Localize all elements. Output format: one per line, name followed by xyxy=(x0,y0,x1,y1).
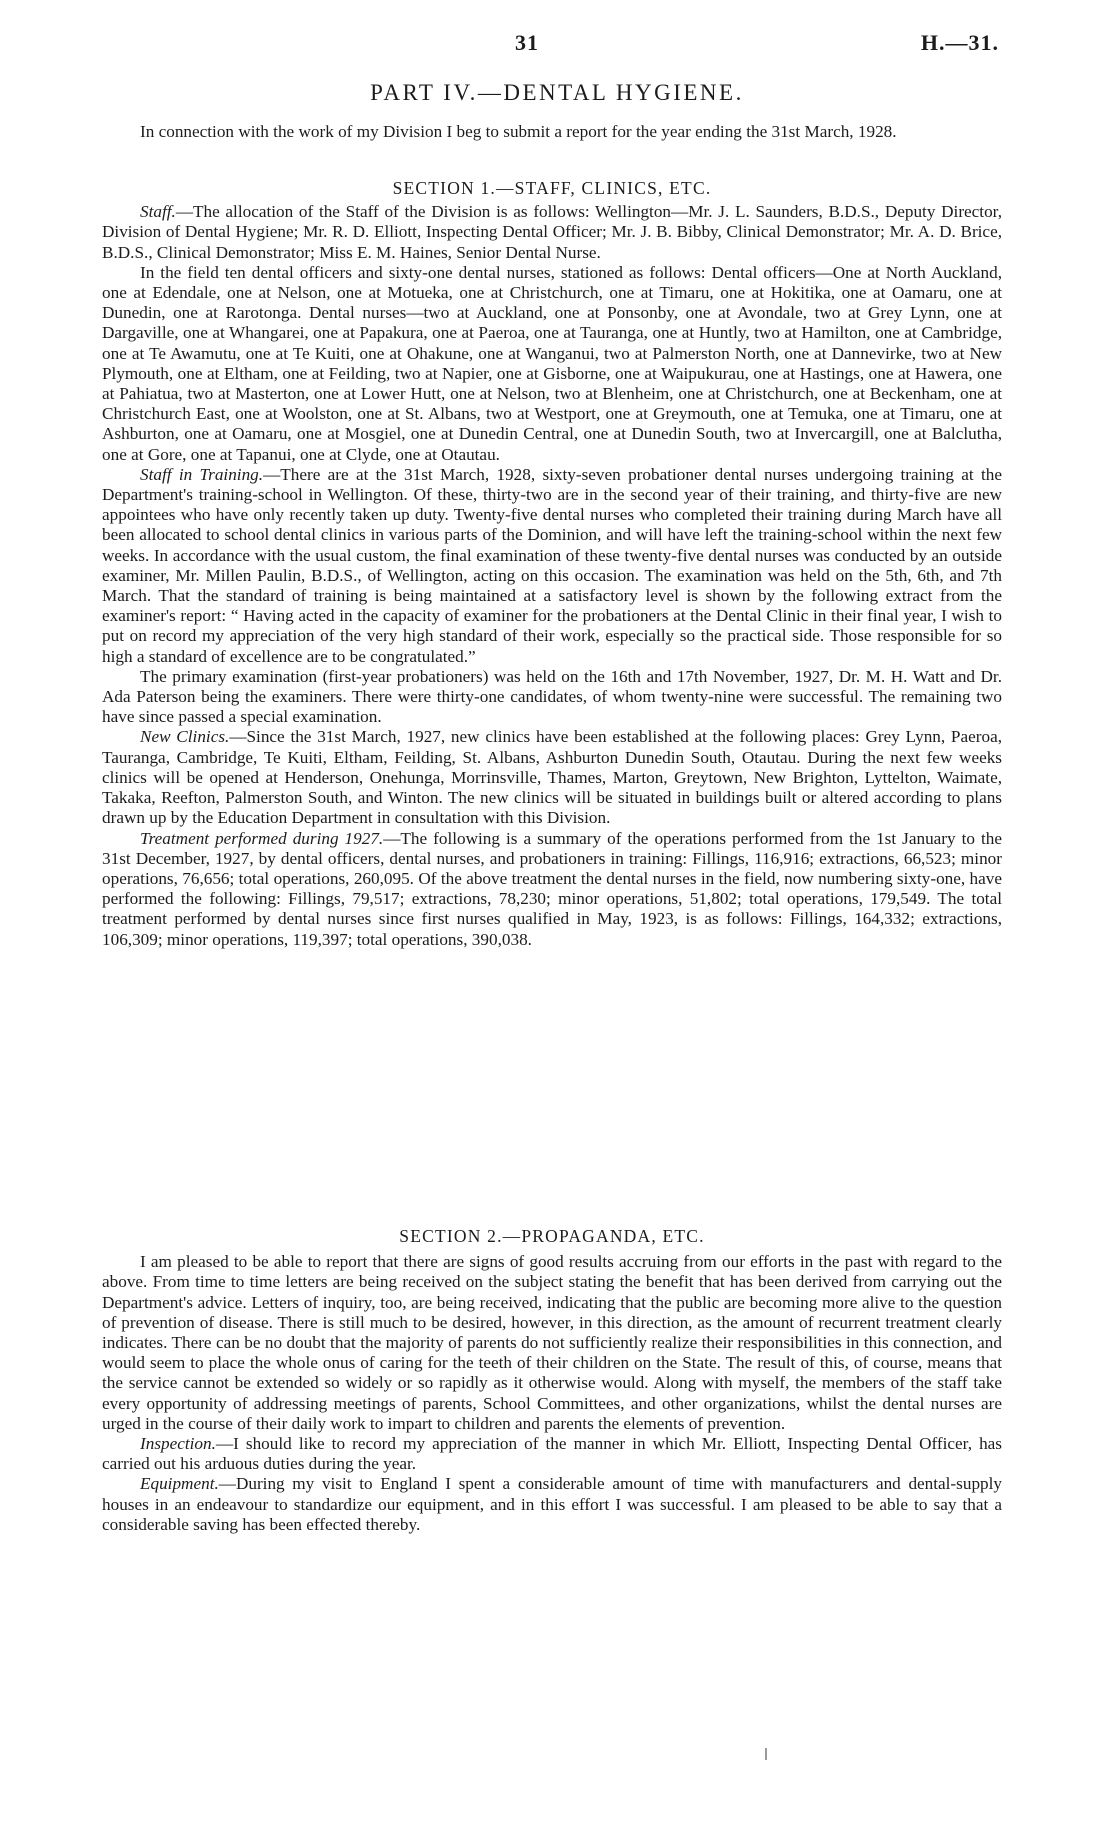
clinics-text: —Since the 31st March, 1927, new clinics have been established at the following places: Grey Lynn, Paeroa, Tauranga, Cambridge, Te Kuiti, Eltham, Feilding, St. Albans, Ashburton Dunedin South, Otautau. During the next few weeks clinics will be opened at Henderson, Onehunga, Morrinsville, Thames, Marton, Greytown, New Brighton, Lyttelton, Waimate, Takaka, Reefton, Palmerston South, and Winton. The new clinics will be situated in buildings built or altered according to plans drawn up by the Education Department in consultation with this Division. xyxy=(102,727,1002,828)
new-clinics-paragraph xyxy=(102,727,1002,828)
intro-paragraph: In connection with the work of my Division I beg to submit a report for the year ending the 31st March, 1928. xyxy=(140,122,897,141)
intro-block xyxy=(102,122,1002,142)
scan-mark xyxy=(765,1748,767,1760)
equipment-paragraph xyxy=(102,1474,1002,1535)
page-header xyxy=(0,30,1114,60)
page-number: 31 xyxy=(515,30,539,55)
section-1-title: SECTION 1.—STAFF, CLINICS, ETC. xyxy=(392,178,712,198)
section-2 xyxy=(102,1226,1002,1535)
training-lead: Staff in Training. xyxy=(140,464,264,484)
training-paragraph xyxy=(102,465,1002,667)
staff-paragraph xyxy=(102,202,1002,263)
equipment-text: —During my visit to England I spent a considerable amount of time with manufacturers and dental-supply houses in an endeavour to standardize our equipment, and in this effort I was successful. I am pleased to be able to say that a considerable saving has been effected thereby. xyxy=(102,1474,1002,1534)
clinics-lead: New Clinics. xyxy=(140,727,230,747)
document-code: H.—31. xyxy=(920,30,999,55)
section-2-title: SECTION 2.—PROPAGANDA, ETC. xyxy=(399,1226,705,1246)
staff-text: —The allocation of the Staff of the Division is as follows: Wellington—Mr. J. L. Saunders, B.D.S., Deputy Director, Division of Dental Hygiene; Mr. R. D. Elliott, Inspecting Dental Officer; Mr. J. B. Bibby, Clinical Demonstrator; Mr. A. D. Brice, B.D.S., Clinical Demonstrator; Miss E. M. Haines, Senior Dental Nurse. xyxy=(102,202,1002,262)
field-staff-paragraph: In the field ten dental officers and sixty-one dental nurses, stationed as follows: Dental officers—One at North Auckland, one at Edendale, one at Nelson, one at Motueka, one at Christchurch, one at Timaru, one at Hokitika, one at Oamaru, one at Dunedin, one at Rarotonga. Dental nurses—two at Auckland, one at Ponsonby, one at Avondale, two at Grey Lynn, one at Dargaville, one at Whangarei, one at Papakura, one at Paeroa, one at Tauranga, one at Huntly, two at Hamilton, one at Cambridge, one at Te Awamutu, one at Te Kuiti, one at Ohakune, one at Wanganui, two at Palmerston North, one at Dannevirke, two at New Plymouth, one at Eltham, one at Feilding, two at Napier, one at Gisborne, one at Waipukurau, one at Hastings, one at Hawera, one at Pahiatua, two at Masterton, one at Lower Hutt, one at Nelson, two at Blenheim, one at Christchurch, one at Beckenham, one at Christchurch East, one at Woolston, one at St. Albans, two at Westport, one at Greymouth, one at Temuka, one at Timaru, one at Ashburton, one at Oamaru, one at Mosgiel, one at Dunedin Central, one at Dunedin South, two at Invercargill, one at Balclutha, one at Gore, one at Tapanui, one at Clyde, one at Otautau. xyxy=(102,262,1002,464)
training-text: —There are at the 31st March, 1928, sixty-seven probationer dental nurses undergoing training at the Department's training-school in Wellington. Of these, thirty-two are in the second year of their training, and thirty-five are new appointees who have only recently taken up duty. Twenty-five dental nurses who completed their training during March have all been allocated to school dental clinics in various parts of the Dominion, and will have left the training-school within the next few weeks. In accordance with the usual custom, the final examination of these twenty-five dental nurses was conducted by an outside examiner, Mr. Millen Paulin, B.D.S., of Wellington, acting on this occasion. The examination was held on the 5th, 6th, and 7th March. That the standard of training is being maintained at a satisfactory level is shown by the following extract from the examiner's report: “ Having acted in the capacity of examiner for the probationers at the Dental Clinic in their final year, I wish to put on record my appreciation of the very high standard of their work, especially so the practical side. Those responsible for so high a standard of excellence are to be congratulated.” xyxy=(102,464,1003,666)
equipment-lead: Equipment. xyxy=(140,1474,219,1494)
section-1 xyxy=(102,178,1002,950)
part-title: PART IV.—DENTAL HYGIENE. xyxy=(370,80,744,105)
inspection-lead: Inspection. xyxy=(140,1434,216,1454)
treatment-text: —The following is a summary of the operations performed from the 1st January to the 31st December, 1927, by dental officers, dental nurses, and probationers in training: Fillings, 116,916; extractions, 66,523; minor operations, 76,656; total operations, 260,095. Of the above treatment the dental nurses in the field, now numbering sixty-one, have performed the following: Fillings, 79,517; extractions, 78,230; minor operations, 51,802; total operations, 179,549. The total treatment performed by dental nurses since first nurses qualified in May, 1923, is as follows: Fillings, 164,332; extractions, 106,309; minor operations, 119,397; total operations, 390,038. xyxy=(102,828,1003,949)
inspection-paragraph xyxy=(102,1434,1002,1474)
inspection-text: —I should like to record my appreciation of the manner in which Mr. Elliott, Inspecting Dental Officer, has carried out his arduous duties during the year. xyxy=(102,1434,1002,1474)
treatment-paragraph xyxy=(102,829,1002,950)
staff-lead: Staff. xyxy=(140,202,176,222)
primary-exam-paragraph: The primary examination (first-year probationers) was held on the 16th and 17th November, 1927, Dr. M. H. Watt and Dr. Ada Paterson being the examiners. There were thirty-one candidates, of whom twenty-nine were successful. The remaining two have since passed a special examination. xyxy=(102,666,1002,727)
propaganda-paragraph: I am pleased to be able to report that there are signs of good results accruing from our efforts in the past with regard to the above. From time to time letters are being received on the subject stating the benefit that has been derived from carrying out the Department's advice. Letters of inquiry, too, are being received, indicating that the public are becoming more alive to the question of prevention of disease. There is still much to be desired, however, in this direction, as the amount of recurrent treatment clearly indicates. There can be no doubt that the majority of parents do not sufficiently realize their responsibilities in this connection, and would seem to place the whole onus of caring for the teeth of their children on the State. The result of this, of course, means that the service cannot be extended so widely or so rapidly as it otherwise would. Along with myself, the members of the staff take every opportunity of addressing meetings of parents, School Committees, and other organizations, whilst the dental nurses are urged in the course of their daily work to impart to children and parents the elements of prevention. xyxy=(102,1252,1002,1433)
treatment-lead: Treatment performed during 1927. xyxy=(140,828,384,848)
